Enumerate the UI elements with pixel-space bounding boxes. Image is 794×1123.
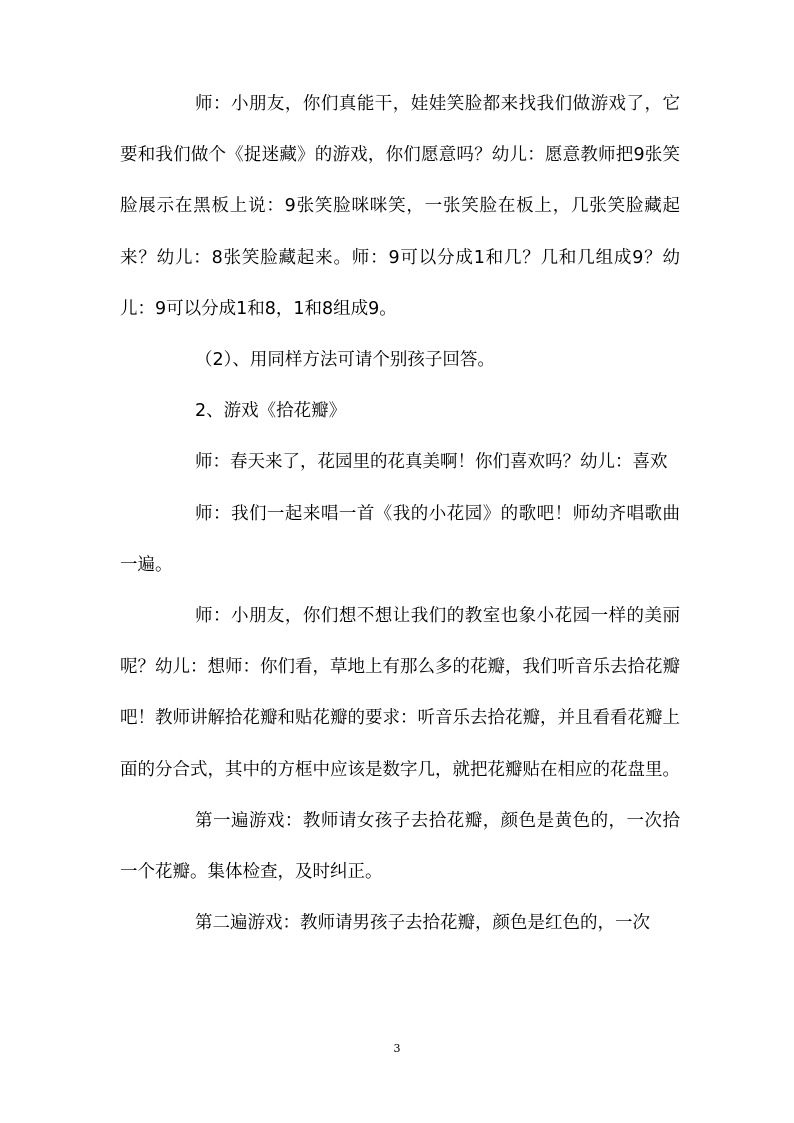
paragraph-hide-and-seek-game: 师：小朋友，你们真能干，娃娃笑脸都来找我们做游戏了，它要和我们做个《捉迷藏》的游戏，你们愿意吗？幼儿：愿意教师把9张笑脸展示在黑板上说：9张笑脸咪咪笑，一张笑脸在板上，几张笑脸藏起来？幼儿：8张笑脸藏起来。师：9可以分成1和几？几和几组成9？幼儿：9可以分成1和8，1和8组成9。 xyxy=(120,94,680,319)
document-body xyxy=(120,79,698,949)
paragraph-spring-garden: 师：春天来了，花园里的花真美啊！你们喜欢吗？幼儿：喜欢 xyxy=(195,452,668,473)
paragraph-second-round: 第二遍游戏：教师请男孩子去拾花瓣，颜色是红色的，一次 xyxy=(195,913,650,934)
paragraph-petal-game-heading: 2、游戏《拾花瓣》 xyxy=(195,401,347,422)
paragraph-sing-song: 师：我们一起来唱一首《我的小花园》的歌吧！师幼齐唱歌曲一遍。 xyxy=(120,503,680,575)
page-number: 3 xyxy=(393,1042,401,1055)
paragraph-same-method: （2）、用同样方法可请个别孩子回答。 xyxy=(195,350,495,371)
paragraph-petal-rules: 师：小朋友，你们想不想让我们的教室也象小花园一样的美丽呢？幼儿：想师：你们看，草地上有那么多的花瓣，我们听音乐去拾花瓣 吧！教师讲解拾花瓣和贴花瓣的要求：听音乐去拾花瓣，并且看看花瓣上面的分合式，其中的方框中应该是数字几，就把花瓣贴在相应的花盘里。 xyxy=(120,606,698,780)
paragraph-first-round: 第一遍游戏：教师请女孩子去拾花瓣，颜色是黄色的，一次拾一个花瓣。集体检查，及时纠正。 xyxy=(120,810,680,883)
